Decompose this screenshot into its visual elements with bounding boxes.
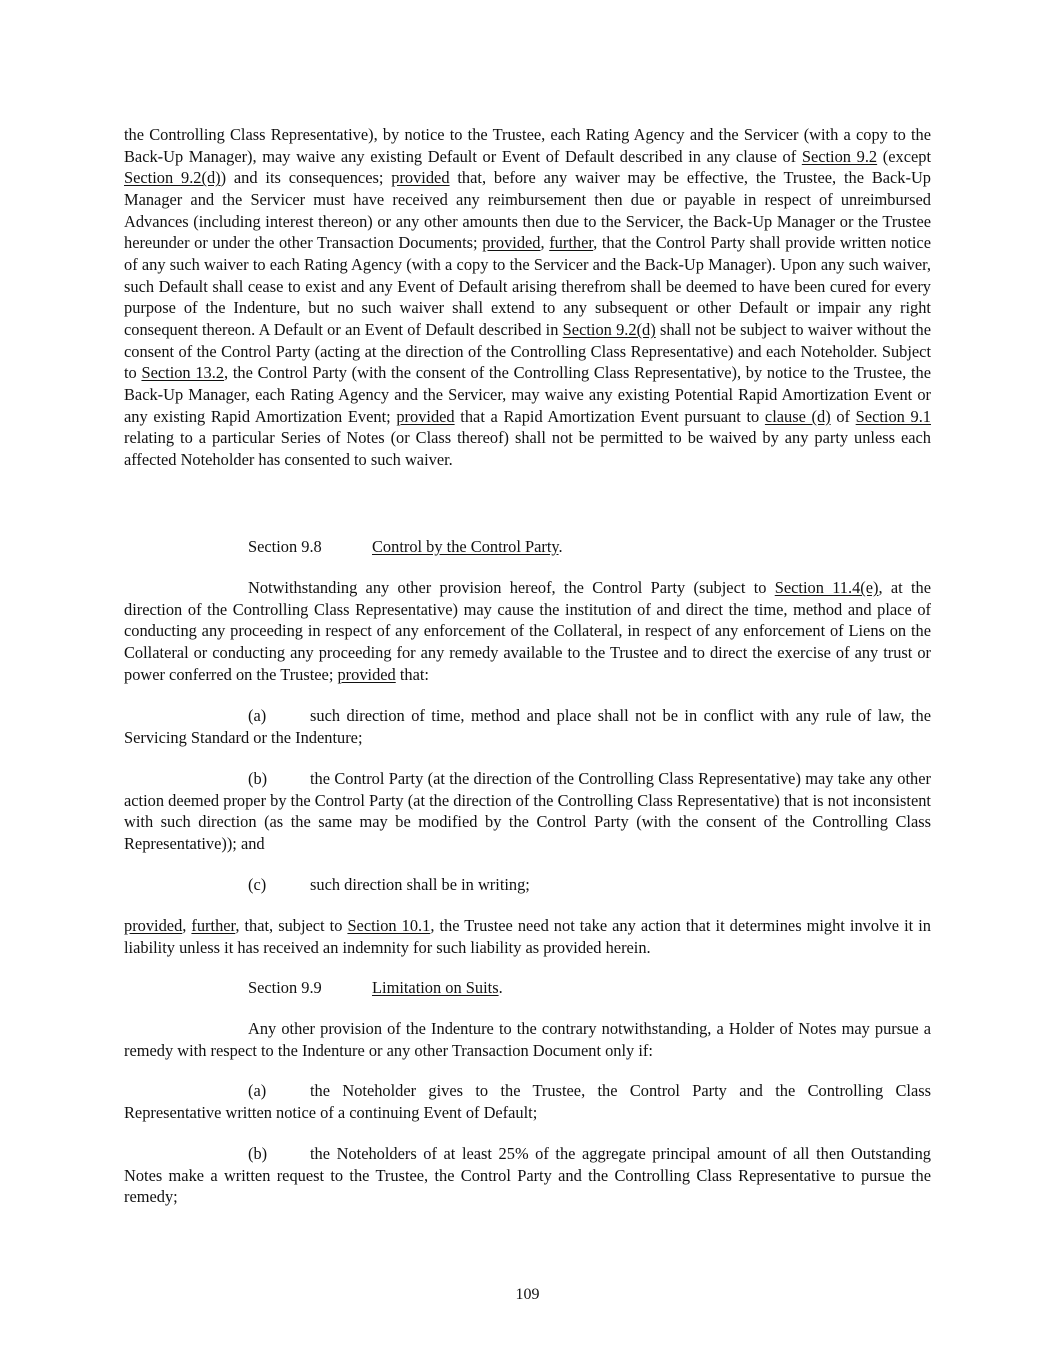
text-run: that, before any waiver may be effective, the Trustee, the Back-Up Manager and the Servicer must have received any reimbursement then due or payable in respect of unreimbursed Advances (including interest thereon) or any other amounts then due to the Servicer, the Back-Up Manager or the Trustee hereunder or under the other Transaction Documents; — [124, 168, 931, 253]
text-run: . — [498, 978, 503, 997]
text-run: of — [830, 406, 856, 426]
clause-label: (b) — [248, 1144, 268, 1163]
section-reference: Section 11.4(e) — [774, 578, 879, 597]
text-run: Any other provision of the Indenture to the contrary notwithstanding, a Holder of Notes may pursue a remedy with respect to the Indenture or any other Transaction Document only if: — [124, 1019, 931, 1060]
section-reference: Section 9.2 — [801, 146, 878, 166]
clause-text: the Noteholders of at least 25% of the aggregate principal amount of all then Outstanding Notes make a written request to the Trustee, the Control Party and the Controlling Class Representative to pursue the remedy; — [124, 1144, 931, 1207]
limitation-paragraph — [124, 1018, 931, 1061]
text-run: (except — [877, 146, 931, 166]
text-run: that: — [395, 664, 429, 684]
section-reference: Section 10.1 — [347, 916, 431, 935]
text-run: , — [182, 916, 192, 935]
proviso-term: provided — [482, 233, 541, 253]
page-number: 109 — [515, 1286, 540, 1303]
text-run: Notwithstanding any other provision hereof, the Control Party (subject to — [248, 578, 775, 597]
text-run: , that, subject to — [235, 916, 348, 935]
section-title: Limitation on Suits — [372, 978, 499, 997]
clause-text: the Control Party (at the direction of the Controlling Class Representative) may take any other action deemed proper by the Control Party (at the direction of the Controlling Class Representative) that is not inconsistent with such direction (as the same may be modified by the Control Party (with the consent of the Controlling Class Representative)); and — [124, 769, 931, 853]
text-run: , that the Control Party shall provide written notice of any such waiver to each Rating Agency (with a copy to the Servicer and the Back-Up Manager). Upon any such waiver, such Default shall cease to exist and any Event of Default arising therefrom shall be deemed to have been cured for every purpose of the Indenture, but no such waiver shall extend to any subsequent or other Default or impair any right consequent thereon. A Default or an Event of Default described in — [124, 233, 931, 339]
control-party-paragraph — [124, 577, 931, 685]
text-run: , the Trustee need not take any action that it determines might involve it in liability unless it has received an indemnity for such liability as provided herein. — [124, 916, 931, 957]
text-run: shall not be subject to waiver without the consent of the Control Party (acting at the direction of the Controlling Class Representative) and each Noteholder. Subject to — [124, 319, 931, 383]
waiver-paragraph — [124, 124, 931, 471]
clause-label: (b) — [248, 769, 268, 788]
section-reference: Section 9.2(d) — [124, 168, 221, 188]
section-title: Control by the Control Party — [372, 537, 559, 556]
section-number: Section 9.9 — [248, 978, 322, 997]
text-run: relating to a particular Series of Notes (or Class thereof) shall not be permitted to be waived by any party unless each affected Noteholder has consented to such waiver. — [124, 428, 931, 469]
clause-text: such direction shall be in writing; — [310, 875, 530, 894]
text-run: . — [558, 537, 563, 556]
clause-text: the Noteholder gives to the Trustee, the Control Party and the Controlling Class Representative written notice of a continuing Event of Default; — [124, 1081, 931, 1122]
clause-label: (a) — [248, 706, 267, 725]
clause-text: such direction of time, method and place shall not be in conflict with any rule of law, the Servicing Standard or the Indenture; — [124, 706, 931, 747]
clause-a-paragraph — [124, 705, 931, 748]
proviso-term: provided — [391, 168, 450, 188]
clause-label: (a) — [248, 1081, 267, 1100]
suit-clause-a-paragraph — [124, 1080, 931, 1123]
section-number: Section 9.8 — [248, 537, 322, 556]
text-run: the Controlling Class Representative), by notice to the Trustee, each Rating Agency and the Servicer (with a copy to the Back-Up Manager), may waive any existing Default or Event of Default described in any clause of — [124, 125, 931, 166]
proviso-term: provided — [396, 406, 455, 426]
clause-c-paragraph — [124, 874, 931, 896]
text-run: that a Rapid Amortization Event pursuant to — [454, 406, 765, 426]
proviso-term: further — [549, 233, 594, 253]
text-run: ) and its consequences; — [220, 168, 392, 188]
proviso-term: further — [191, 916, 236, 935]
text-run: , at the direction of the Controlling Class Representative) may cause the institution of and direct the time, method and place of conducting any proceeding in respect of any enforcement of the Collateral, in respect of any enforcement of Liens on the Collateral or conducting any proceeding for any remedy available to the Trustee and to direct the exercise of any trust or power conferred on the Trustee; — [124, 578, 931, 684]
section-reference: Section 13.2 — [141, 363, 225, 383]
section-reference: Section 9.2(d) — [562, 319, 656, 339]
proviso-paragraph — [124, 915, 931, 958]
text-run: , the Control Party (with the consent of the Controlling Class Representative), by notice to the Trustee, the Back-Up Manager, each Rating Agency and the Servicer, may waive any existing Potential Rapid Amortization Event or any existing Rapid Amortization Event; — [124, 363, 931, 426]
section-9-9-heading — [124, 977, 931, 999]
section-9-8-heading — [124, 536, 931, 558]
proviso-term: provided — [124, 916, 183, 935]
clause-b-paragraph — [124, 768, 931, 855]
clause-reference: clause (d) — [764, 406, 831, 426]
clause-label: (c) — [248, 875, 267, 894]
text-run: , — [540, 233, 550, 253]
section-reference: Section 9.1 — [855, 406, 931, 426]
proviso-term: provided — [337, 664, 396, 684]
suit-clause-b-paragraph — [124, 1143, 931, 1208]
